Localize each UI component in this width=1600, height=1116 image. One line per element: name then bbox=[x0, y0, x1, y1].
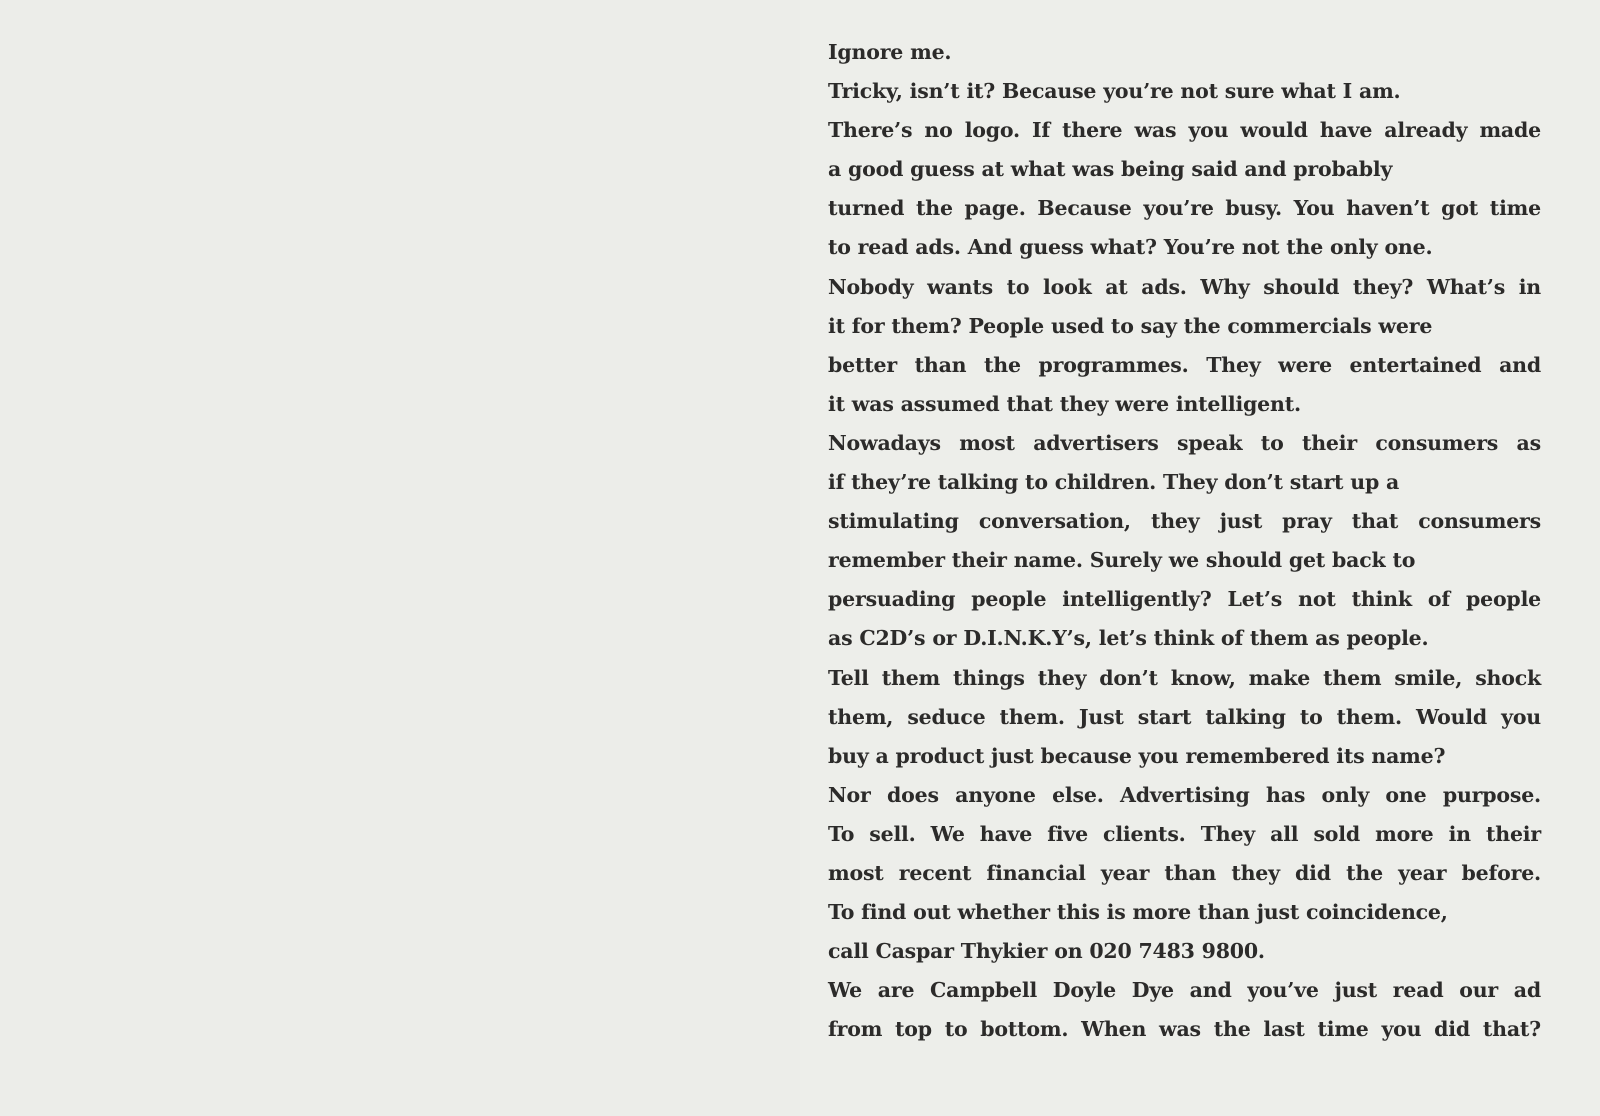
ad-line-8: it for them? People used to say the commercials were bbox=[828, 313, 1433, 338]
ad-line-26: from top to bottom. When was the last time you did that? bbox=[828, 1017, 1541, 1042]
ad-line-7: Nobody wants to look at ads. Why should they? What’s in bbox=[828, 274, 1541, 299]
ad-line-3: There’s no logo. If there was you would have already made bbox=[828, 118, 1541, 143]
ad-line-15: persuading people intelligently? Let’s not think of people bbox=[828, 587, 1541, 612]
ad-line-23: To find out whether this is more than just coincidence, bbox=[828, 900, 1448, 925]
ad-line-6: to read ads. And guess what? You’re not the only one. bbox=[828, 235, 1433, 260]
ad-line-19: buy a product just because you remembered its name? bbox=[828, 743, 1446, 768]
ad-line-9: better than the programmes. They were entertained and bbox=[828, 352, 1541, 377]
ad-line-13: stimulating conversation, they just pray that consumers bbox=[828, 509, 1541, 534]
ad-line-25: We are Campbell Doyle Dye and you’ve just read our ad bbox=[828, 978, 1541, 1003]
ad-line-11: Nowadays most advertisers speak to their consumers as bbox=[828, 430, 1541, 455]
ad-line-22: most recent financial year than they did the year before. bbox=[828, 860, 1541, 885]
ad-line-21: To sell. We have five clients. They all sold more in their bbox=[828, 821, 1541, 846]
ad-line-10: it was assumed that they were intelligent. bbox=[828, 391, 1301, 416]
ad-line-20: Nor does anyone else. Advertising has only one purpose. bbox=[828, 782, 1541, 807]
ad-line-2: Tricky, isn’t it? Because you’re not sure what I am. bbox=[828, 79, 1401, 104]
ad-copy bbox=[828, 33, 1558, 1049]
ad-line-14: remember their name. Surely we should get back to bbox=[828, 548, 1416, 573]
ad-line-18: them, seduce them. Just start talking to them. Would you bbox=[828, 704, 1541, 729]
ad-line-17: Tell them things they don’t know, make them smile, shock bbox=[828, 665, 1541, 690]
ad-line-5: turned the page. Because you’re busy. You haven’t got time bbox=[828, 196, 1541, 221]
ad-line-4: a good guess at what was being said and probably bbox=[828, 157, 1393, 182]
ad-line-24: call Caspar Thykier on 020 7483 9800. bbox=[828, 939, 1265, 964]
ad-line-1: Ignore me. bbox=[828, 40, 952, 64]
ad-line-16: as C2D’s or D.I.N.K.Y’s, let’s think of them as people. bbox=[828, 626, 1429, 651]
ad-line-12: if they’re talking to children. They don’t start up a bbox=[828, 470, 1400, 495]
